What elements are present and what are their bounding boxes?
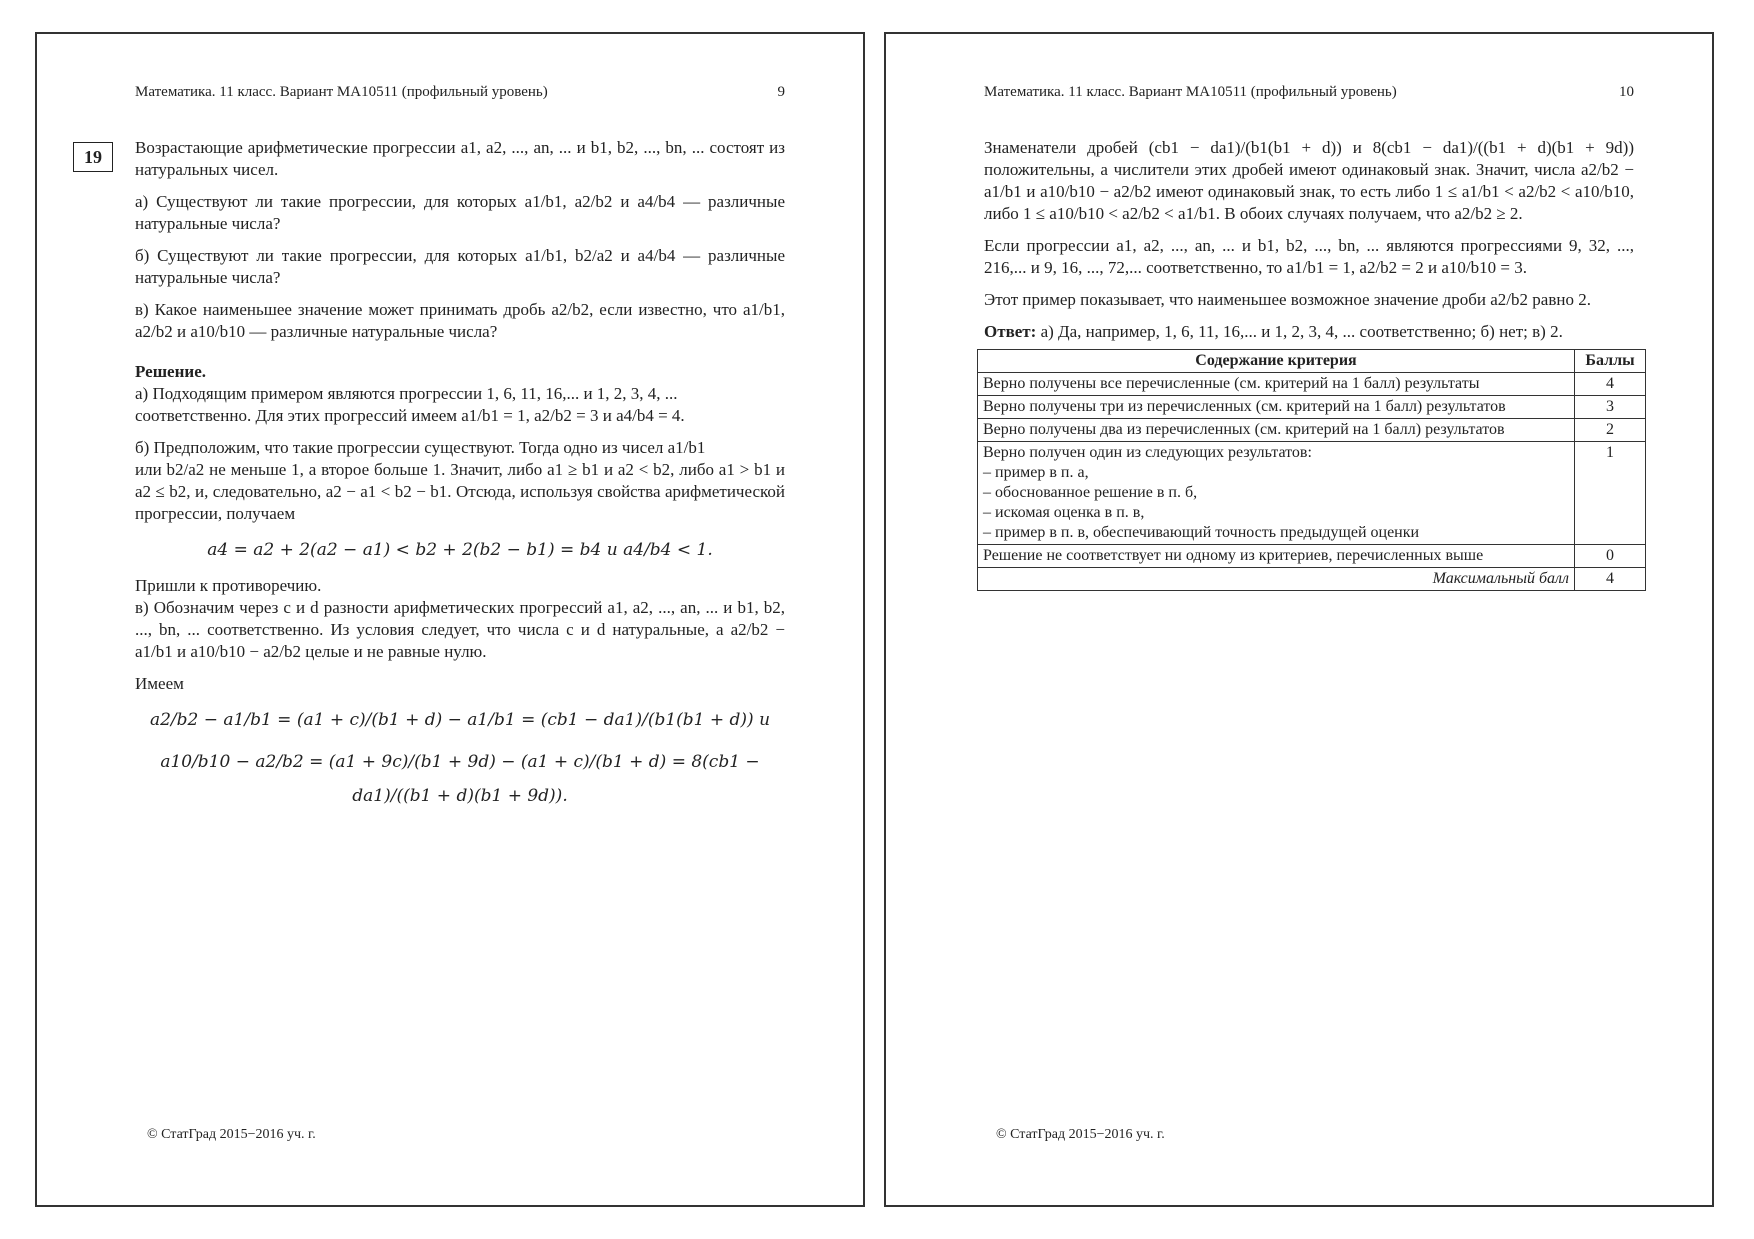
solution-c-equation1: a2/b2 − a1/b1 = (a1 + c)/(b1 + d) − a1/b1 = (cb1 − da1)/(b1(b1 + d)) и bbox=[149, 710, 771, 730]
solution-c-equation2: a10/b10 − a2/b2 = (a1 + 9c)/(b1 + 9d) − (a1 + c)/(b1 + d) = 8(cb1 − da1)/((b1 + d)(b1 + 9d)). bbox=[160, 752, 760, 806]
criterion-points: 1 bbox=[1575, 442, 1646, 545]
solution-a-line2: соответственно. Для этих прогрессий имеем a1/b1 = 1, a2/b2 = 3 и a4/b4 = 4. bbox=[135, 406, 685, 425]
right-content bbox=[984, 84, 1634, 591]
solution-c-line1: в) Обозначим через c и d разности арифметических прогрессий a1, a2, ..., an, ... и b1, b2, ..., bn, ... соответственно. Из условия следует, что числа c и d натуральные, а a2/b2 − a1/b1 и a10/b10 − a2/b2 целые и не равные нулю. bbox=[135, 598, 785, 661]
solution-a-line1: а) Подходящим примером являются прогрессии 1, 6, 11, 16,... и 1, 2, 3, 4, ... bbox=[135, 384, 678, 403]
answer-label: Ответ: bbox=[984, 322, 1037, 341]
criterion-cell-list bbox=[978, 442, 1575, 545]
header-title: Математика. 11 класс. Вариант МА10511 (профильный уровень) bbox=[984, 84, 1397, 100]
criterion-points: 2 bbox=[1575, 419, 1646, 442]
list-item: – обоснованное решение в п. б, bbox=[983, 484, 1198, 501]
criteria-header-row bbox=[978, 350, 1646, 373]
list-item: – искомая оценка в п. в, bbox=[983, 504, 1145, 521]
max-score-label: Максимальный балл bbox=[978, 568, 1575, 591]
criteria-max-row bbox=[978, 568, 1646, 591]
list-item: – пример в п. а, bbox=[983, 464, 1089, 481]
right-paragraph-2: Если прогрессии a1, a2, ..., an, ... и b1, b2, ..., bn, ... являются прогрессиями 9, 32, ..., 216,... и 9, 16, ..., 72,... соответственно, то a1/b1 = 1, a2/b2 = 2 и a10/b10 = 3. bbox=[984, 236, 1634, 277]
footer-right: © СтатГрад 2015−2016 уч. г. bbox=[996, 1127, 1165, 1142]
solution-c-line2: Имеем bbox=[135, 674, 184, 693]
table-row bbox=[978, 545, 1646, 568]
page-right bbox=[884, 32, 1714, 1207]
right-paragraph-1: Знаменатели дробей (cb1 − da1)/(b1(b1 + d)) и 8(cb1 − da1)/((b1 + d)(b1 + 9d)) положительны, а числители этих дробей имеют одинаковый знак. Значит, числа a2/b2 − a1/b1 и a10/b10 − a2/b2 имеют одинаковый знак, то есть либо 1 ≤ a1/b1 < a2/b2 < a10/b10, либо 1 ≤ a10/b10 < a2/b2 < a1/b1. В обоих случаях получаем, что a2/b2 ≥ 2. bbox=[984, 138, 1634, 223]
criteria-table bbox=[977, 349, 1646, 591]
header-title: Математика. 11 класс. Вариант МА10511 (профильный уровень) bbox=[135, 84, 548, 100]
criteria-header-content: Содержание критерия bbox=[978, 350, 1575, 373]
criterion-text: Верно получен один из следующих результатов: bbox=[983, 444, 1312, 461]
problem-part-c: в) Какое наименьшее значение может принимать дробь a2/b2, если известно, что a1/b1, a2/b2 и a10/b10 — различные натуральные числа? bbox=[135, 300, 785, 341]
solution-b-line1: б) Предположим, что такие прогрессии существуют. Тогда одно из чисел a1/b1 bbox=[135, 438, 706, 457]
page-left bbox=[35, 32, 865, 1207]
problem-part-a: а) Существуют ли такие прогрессии, для которых a1/b1, a2/b2 и a4/b4 — различные натуральные числа? bbox=[135, 192, 785, 233]
table-row bbox=[978, 442, 1646, 545]
solution-b-line2: или b2/a2 не меньше 1, а второе больше 1. Значит, либо a1 ≥ b1 и a2 < b2, либо a1 > b1 и a2 ≤ b2, и, следовательно, a2 − a1 < b2 − b1. Отсюда, используя свойства арифметической прогрессии, получаем bbox=[135, 460, 785, 523]
left-content bbox=[135, 84, 785, 821]
solution-title: Решение. bbox=[135, 362, 206, 381]
answer-line bbox=[984, 321, 1634, 343]
problem-intro: Возрастающие арифметические прогрессии a1, a2, ..., an, ... и b1, b2, ..., bn, ... состоят из натуральных чисел. bbox=[135, 138, 785, 179]
criteria-header-points: Баллы bbox=[1575, 350, 1646, 373]
answer-text: а) Да, например, 1, 6, 11, 16,... и 1, 2, 3, 4, ... соответственно; б) нет; в) 2. bbox=[1040, 322, 1563, 341]
page-header-right bbox=[984, 84, 1634, 101]
page-header-left bbox=[135, 84, 785, 101]
page-number: 10 bbox=[1619, 84, 1634, 100]
criterion-text: Верно получены три из перечисленных (см. критерий на 1 балл) результатов bbox=[978, 396, 1575, 419]
criterion-points: 0 bbox=[1575, 545, 1646, 568]
right-paragraph-3: Этот пример показывает, что наименьшее возможное значение дроби a2/b2 равно 2. bbox=[984, 290, 1591, 309]
table-row bbox=[978, 419, 1646, 442]
criterion-text: Решение не соответствует ни одному из критериев, перечисленных выше bbox=[978, 545, 1575, 568]
solution-b-contradiction: Пришли к противоречию. bbox=[135, 576, 322, 595]
problem-part-b: б) Существуют ли такие прогрессии, для которых a1/b1, b2/a2 и a4/b4 — различные натуральные числа? bbox=[135, 246, 785, 287]
table-row bbox=[978, 396, 1646, 419]
page-number: 9 bbox=[777, 84, 785, 100]
criterion-text: Верно получены два из перечисленных (см. критерий на 1 балл) результатов bbox=[978, 419, 1575, 442]
max-score-value: 4 bbox=[1575, 568, 1646, 591]
criterion-points: 4 bbox=[1575, 373, 1646, 396]
table-row bbox=[978, 373, 1646, 396]
footer-left: © СтатГрад 2015−2016 уч. г. bbox=[147, 1127, 316, 1142]
criterion-points: 3 bbox=[1575, 396, 1646, 419]
list-item: – пример в п. в, обеспечивающий точность предыдущей оценки bbox=[983, 524, 1420, 541]
solution-b-equation: a4 = a2 + 2(a2 − a1) < b2 + 2(b2 − b1) = b4 и a4/b4 < 1. bbox=[207, 540, 713, 560]
problem-number-box: 19 bbox=[73, 142, 113, 172]
criterion-text: Верно получены все перечисленные (см. критерий на 1 балл) результаты bbox=[978, 373, 1575, 396]
